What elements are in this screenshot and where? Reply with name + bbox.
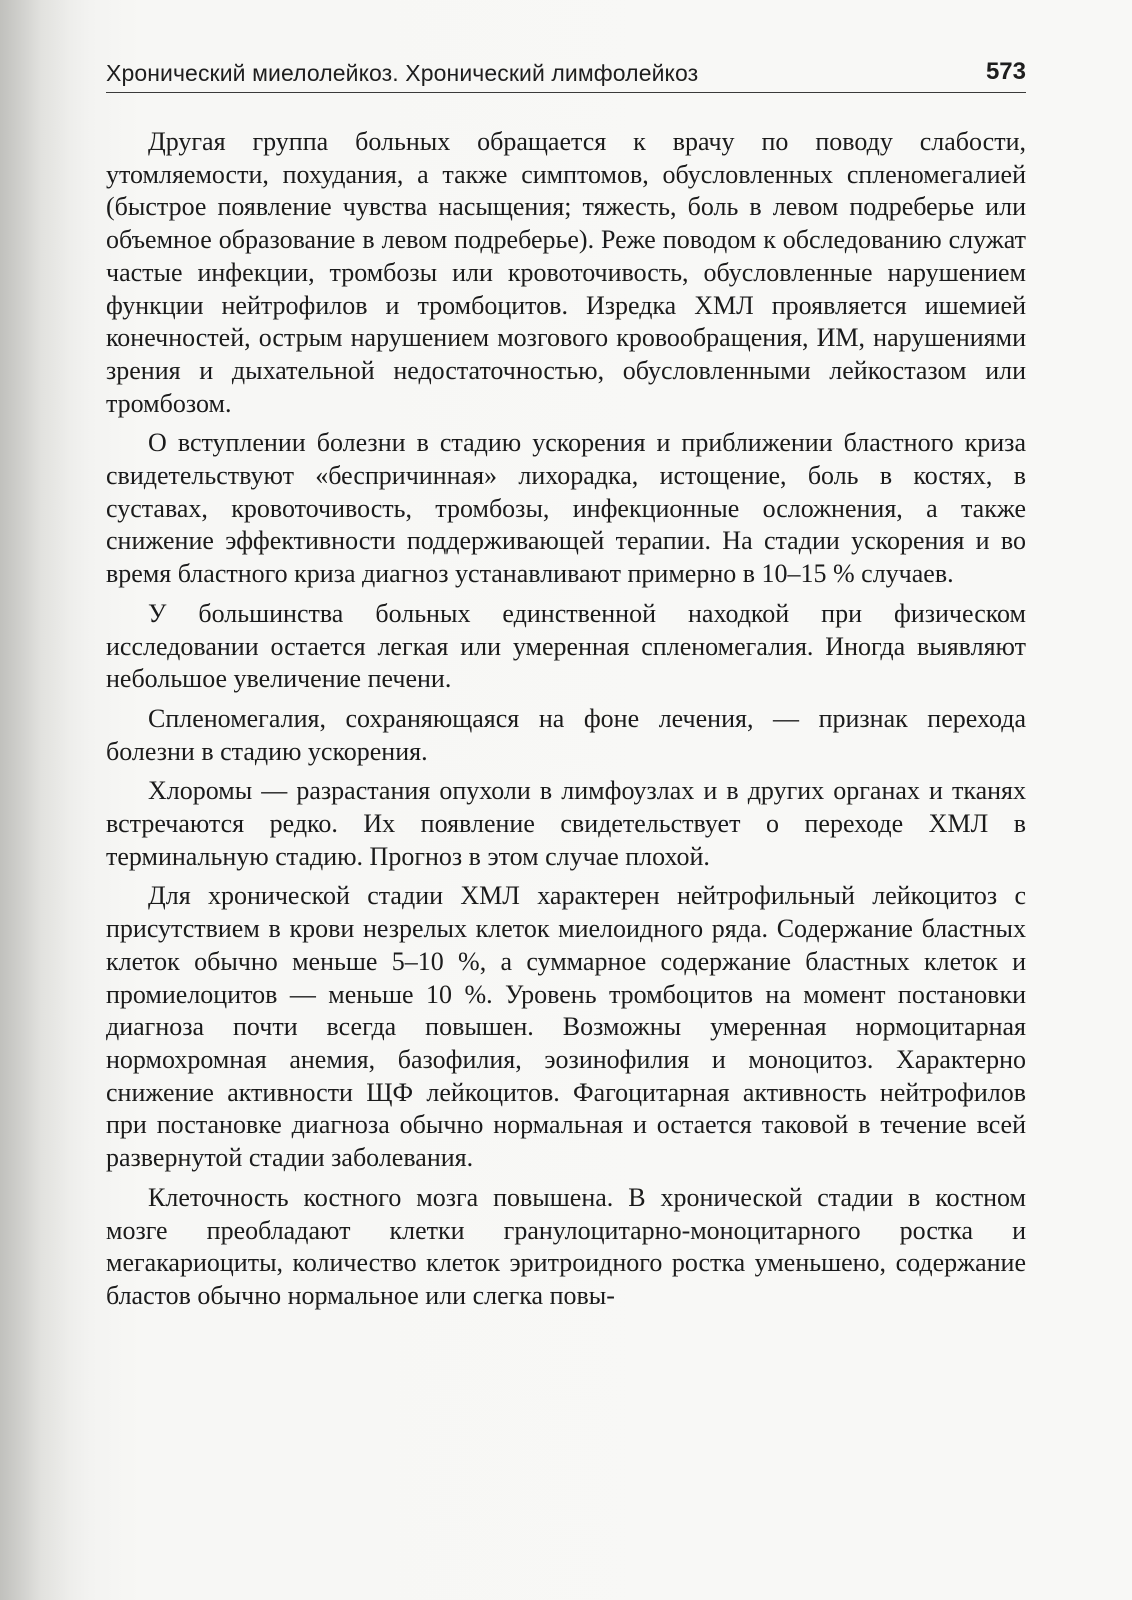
paragraph: Другая группа больных обращается к врачу по поводу слабости, утомляемости, похудания, а также симптомов, обусловленных спленомегалией (быстрое появление чувства насыщения; тяжесть, боль в левом подреберье или объемное образование в левом подреберье). Реже поводом к обследованию служат частые инфекции, тромбозы или кровоточивость, обусловленные нарушением функции нейтрофилов и тромбоцитов. Изредка ХМЛ проявляется ишемией конечностей, острым нарушением мозгового кровообращения, ИМ, нарушениями зрения и дыхательной недостаточностью, обусловленными лейкостазом или тромбозом. [106,127,1026,418]
paragraph: У большинства больных единственной находкой при физическом исследовании остается легкая или умеренная спленомегалия. Иногда выявляют небольшое увеличение печени. [106,598,1026,694]
spine-shadow [0,0,70,1600]
paragraph: О вступлении болезни в стадию ускорения и приближении бластного криза свидетельствуют «беспричинная» лихорадка, истощение, боль в костях, в суставах, кровоточивость, тромбозы, инфекционные осложнения, а также снижение эффективности поддерживающей терапии. На стадии ускорения и во время бластного криза диагноз устанавливают примерно в 10–15 % случаев. [106,428,1026,589]
paragraph: Клеточность костного мозга повышена. В хронической стадии в костном мозге преобладают клетки гранулоцитарно-моноцитарного ростка и мегакариоциты, количество клеток эритроидного ростка уменьшено, содержание бластов обычно нормальное или слегка повы- [106,1182,1026,1310]
paragraph: Для хронической стадии ХМЛ характерен нейтрофильный лейкоцитоз с присутствием в крови незрелых клеток миелоидного ряда. Содержание бластных клеток обычно меньше 5–10 %, а суммарное содержание бластных клеток и промиелоцитов — меньше 10 %. Уровень тромбоцитов на момент постановки диагноза почти всегда повышен. Возможны умеренная нормоцитарная нормохромная анемия, базофилия, эозинофилия и моноцитоз. Характерно снижение активности ЩФ лейкоцитов. Фагоцитарная активность нейтрофилов при постановке диагноза обычно нормальная и остается таковой в течение всей развернутой стадии заболевания. [106,881,1026,1173]
page-number: 573 [985,58,1026,85]
paragraph: Хлоромы — разрастания опухоли в лимфоузлах и в других органах и тканях встречаются редко. Их появление свидетельствует о переходе ХМЛ в терминальную стадию. Прогноз в этом случае плохой. [106,776,1026,871]
paragraph: Спленомегалия, сохраняющаяся на фоне лечения, — признак перехода болезни в стадию ускорения. [106,703,1026,766]
running-head-title: Хронический миелолейкоз. Хронический лимфолейкоз [106,60,699,86]
running-head [106,58,1026,93]
body-text [106,126,1026,1320]
